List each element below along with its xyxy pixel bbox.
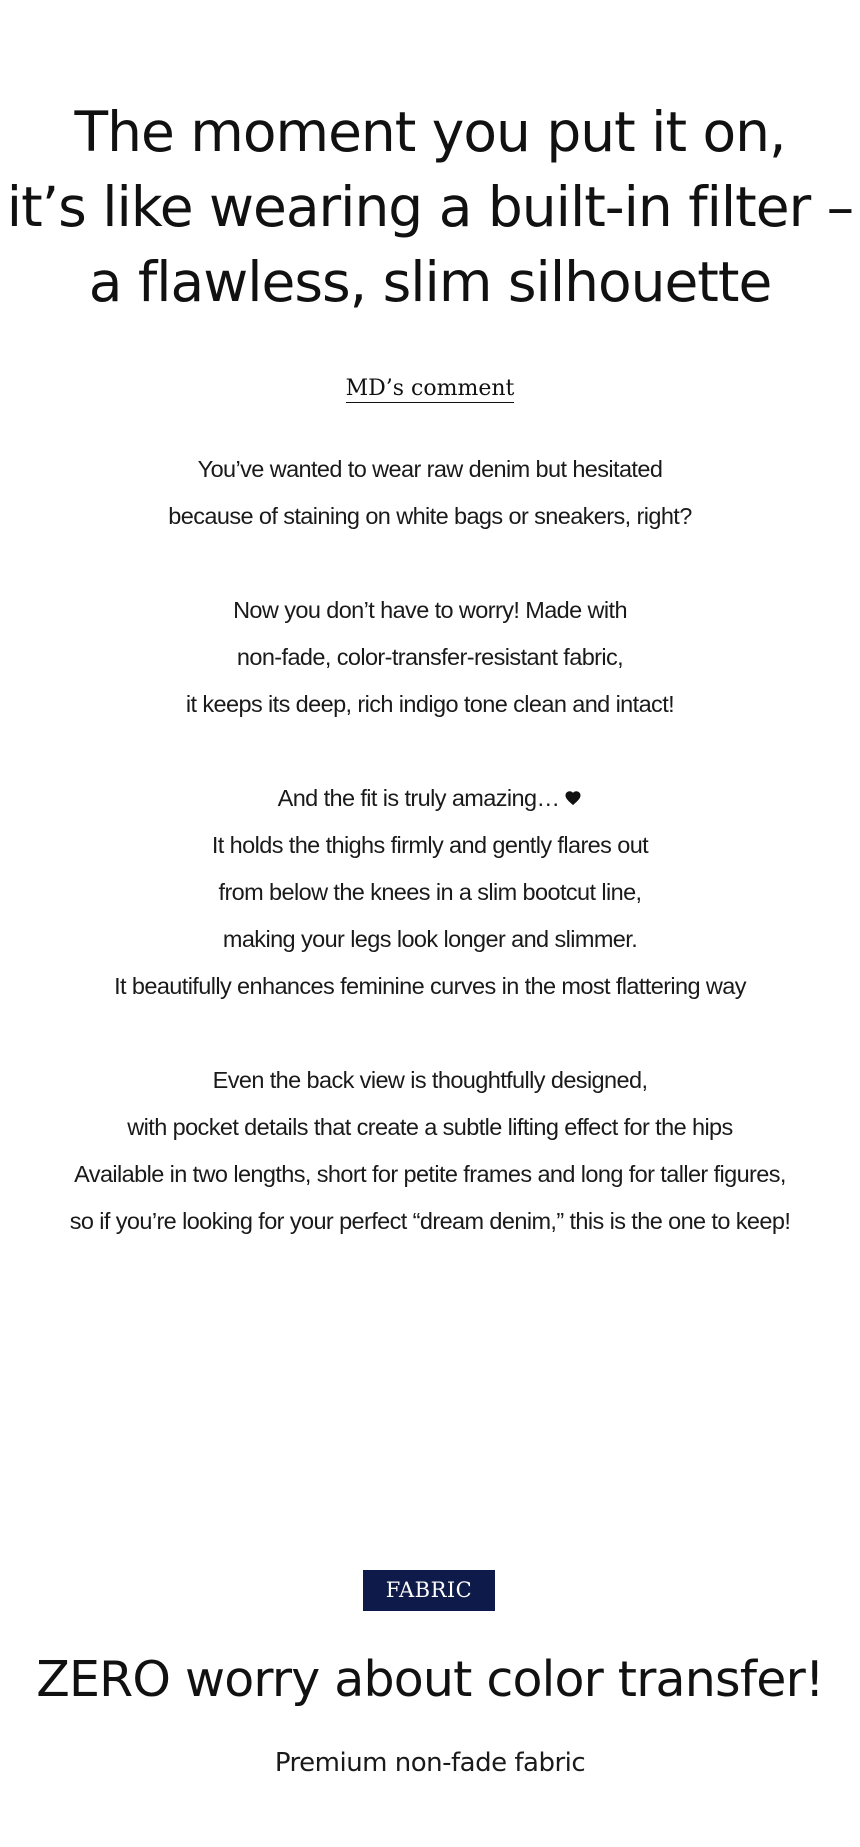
paragraph-line-with-heart: [0, 775, 860, 822]
paragraph: [0, 446, 860, 540]
paragraph-line: It holds the thighs firmly and gently flares out: [211, 832, 649, 858]
paragraph-line: making your legs look longer and slimmer.: [222, 926, 638, 952]
paragraph-line: so if you’re looking for your perfect “dream denim,” this is the one to keep!: [69, 1208, 791, 1234]
fabric-badge: FABRIC: [363, 1570, 495, 1611]
body-copy: [0, 446, 860, 1292]
paragraph-line: non-fade, color-transfer-resistant fabric,: [236, 644, 624, 670]
paragraph: [0, 587, 860, 728]
paragraph-line: Available in two lengths, short for petite frames and long for taller figures,: [74, 1161, 786, 1187]
paragraph-line: You’ve wanted to wear raw denim but hesitated: [197, 456, 663, 482]
headline-line: a flawless, slim silhouette: [88, 250, 772, 314]
md-comment-label: MD’s comment: [345, 376, 515, 401]
paragraph-line: from below the knees in a slim bootcut line,: [218, 879, 642, 905]
md-comment-heading: [0, 374, 860, 404]
paragraph-line: with pocket details that create a subtle lifting effect for the hips: [127, 1114, 733, 1140]
fabric-section-subtitle: Premium non-fade fabric: [274, 1748, 586, 1778]
paragraph-line: It beautifully enhances feminine curves in the most flattering way: [114, 973, 746, 999]
fabric-section-title: ZERO worry about color transfer!: [36, 1651, 824, 1708]
paragraph-line: Now you don’t have to worry! Made with: [233, 597, 627, 623]
paragraph-line: because of staining on white bags or sneakers, right?: [168, 503, 692, 529]
paragraph: [0, 1057, 860, 1245]
heart-icon: [564, 789, 582, 807]
paragraph: [0, 775, 860, 1010]
headline: [0, 95, 860, 320]
paragraph-line: Even the back view is thoughtfully designed,: [212, 1067, 648, 1093]
headline-line: The moment you put it on,: [74, 100, 786, 164]
paragraph-line: And the fit is truly amazing…: [277, 785, 560, 811]
headline-line: it’s like wearing a built-in filter –: [6, 175, 854, 239]
paragraph-line: it keeps its deep, rich indigo tone clean and intact!: [185, 691, 675, 717]
